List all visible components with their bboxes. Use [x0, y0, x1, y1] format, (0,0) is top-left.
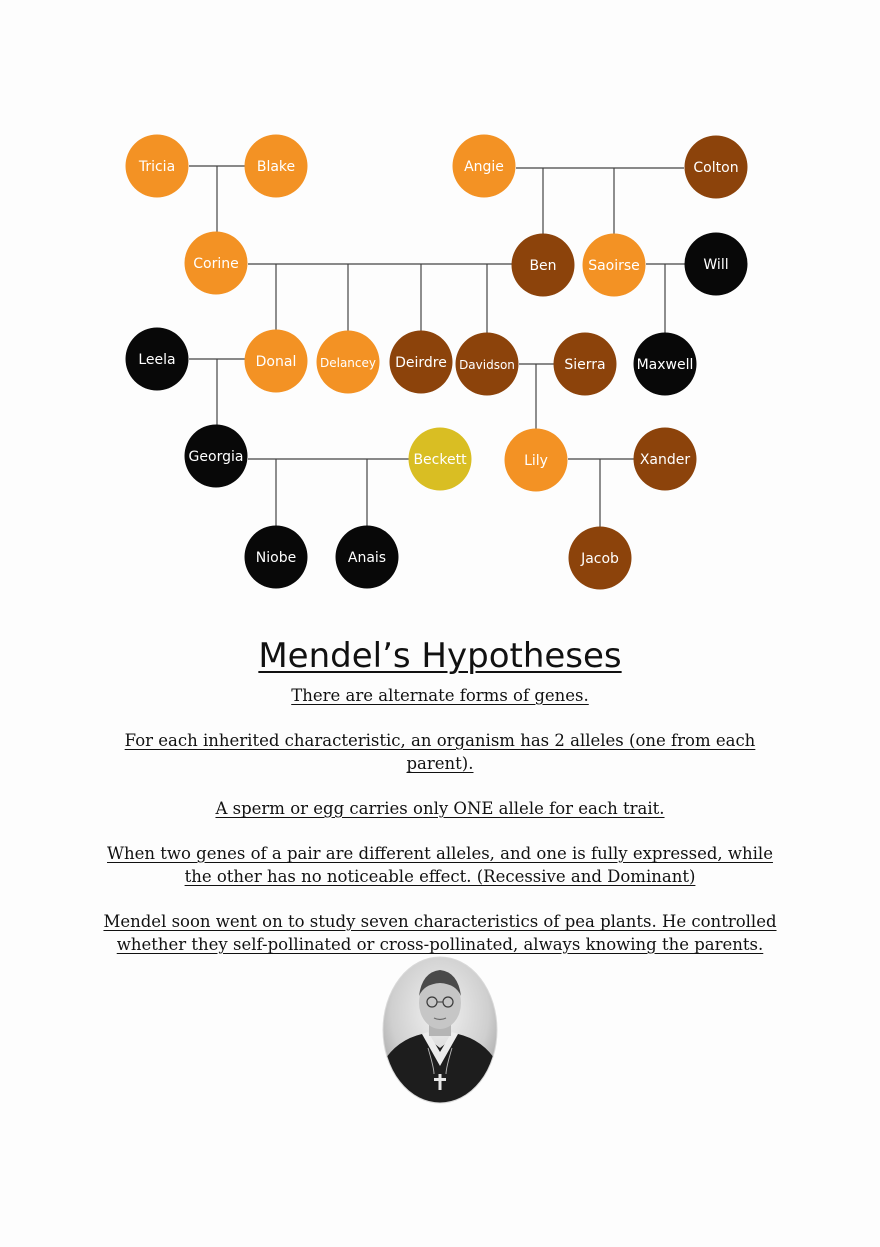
person-name-label: Tricia [138, 159, 176, 175]
person-name-label: Beckett [413, 452, 467, 468]
person-name-label: Corine [193, 256, 239, 272]
person-name-label: Deirdre [395, 355, 447, 371]
hypothesis-5: Mendel soon went on to study seven characteristics of pea plants. He controlled whether they self-pollinated or cross-pollinated, always knowing the parents. [103, 912, 777, 954]
person-node-jacob [569, 527, 632, 590]
person-name-label: Will [703, 257, 729, 273]
person-name-label: Xander [639, 452, 691, 468]
person-name-label: Jacob [581, 551, 619, 567]
person-node-lily [505, 429, 568, 492]
person-node-deirdre [390, 331, 453, 394]
person-name-label: Niobe [255, 550, 297, 566]
hypothesis-2: For each inherited characteristic, an organism has 2 alleles (one from each parent). [124, 731, 756, 773]
person-name-label: Davidson [459, 358, 515, 372]
person-name-label: Saoirse [588, 258, 640, 274]
person-name-label: Ben [529, 258, 557, 274]
person-name-label: Maxwell [636, 357, 694, 373]
person-node-will [685, 233, 748, 296]
person-node-davidson [456, 333, 519, 396]
person-name-label: Lily [524, 453, 548, 469]
person-node-donal [245, 330, 308, 393]
person-node-xander [634, 428, 697, 491]
hypotheses-list [100, 684, 780, 978]
person-node-colton [685, 136, 748, 199]
person-node-blake [245, 135, 308, 198]
person-node-maxwell [634, 333, 697, 396]
hypothesis-1: There are alternate forms of genes. [291, 686, 589, 705]
page-title: Mendel’s Hypotheses [258, 636, 622, 676]
mendel-portrait-image [382, 956, 498, 1104]
person-name-label: Angie [464, 159, 504, 175]
pedigree-chart [0, 0, 880, 620]
person-name-label: Colton [693, 160, 739, 176]
person-name-label: Leela [138, 352, 176, 368]
person-name-label: Sierra [564, 357, 606, 373]
person-node-niobe [245, 526, 308, 589]
person-node-corine [185, 232, 248, 295]
hypothesis-3: A sperm or egg carries only ONE allele for each trait. [215, 799, 665, 818]
person-name-label: Anais [347, 550, 387, 566]
person-name-label: Donal [255, 354, 297, 370]
person-name-label: Blake [256, 159, 296, 175]
hypothesis-4: When two genes of a pair are different alleles, and one is fully expressed, while the other has no noticeable effect. (Recessive and Dominant) [107, 844, 773, 886]
person-node-anais [336, 526, 399, 589]
person-node-saoirse [583, 234, 646, 297]
person-node-delancey [317, 331, 380, 394]
person-node-leela [126, 328, 189, 391]
pedigree-people [126, 135, 748, 590]
person-node-tricia [126, 135, 189, 198]
person-name-label: Delancey [320, 356, 376, 370]
person-node-ben [512, 234, 575, 297]
person-node-beckett [409, 428, 472, 491]
person-node-angie [453, 135, 516, 198]
person-node-georgia [185, 425, 248, 488]
person-node-sierra [554, 333, 617, 396]
person-name-label: Georgia [188, 449, 244, 465]
